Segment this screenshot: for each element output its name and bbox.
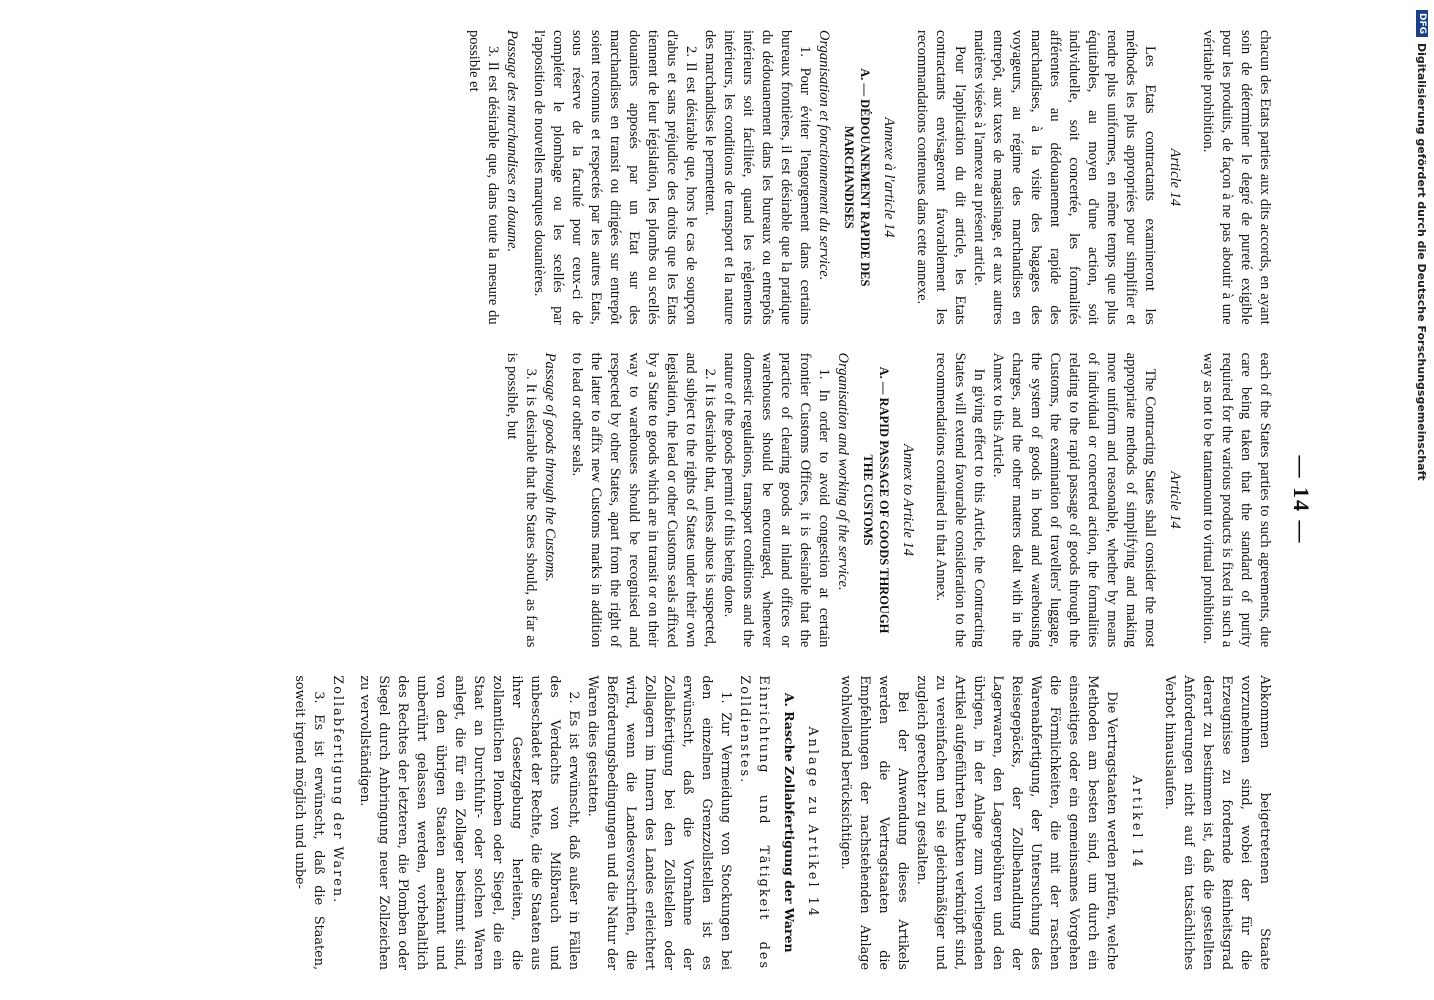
digitization-credit-text: Digitalisierung gefördert durch die Deutsche Forschungsgemeinschaft	[1415, 43, 1429, 481]
french-annex-title: Annexe à l'article 14	[881, 117, 897, 238]
german-passage-heading: Zollabfertigung der Waren.	[330, 675, 345, 905]
english-paragraph-2: 2. It is desirable that, unless abuse is suspected, and subject to the rights of States under their own legislation, the lead or other Customs seals affixed by a State to goods which are in transit or on their way to warehouses should be recognised and respected by other States, apart from the right of the latter to affix new Customs marks in addition to lead or other seals.	[569, 352, 718, 648]
german-article-paragraph-1: Die Vertragstaaten werden prüfen, welche Methoden am besten sind, um durch ein einseitiges oder ein gemeinsames Vorgehen die Förmlichkeiten, die mit der raschen Warenabfertigung, der Untersuchung des Reisegepäcks, der Zollbehandlung der Lagerwaren, den Lagergebühren und den übrigen, in der Anlage zum vorliegenden Artikel aufgeführten Punkten verknüpft sind, zu vereinfachen und sie gleichmäßiger und zugleich gerechter zu gestalten.	[914, 675, 1119, 971]
german-paragraph-2: 2. Es ist erwünscht, daß außer in Fällen des Verdachts von Mißbrauch und unbeschadet der Rechte, die die Staaten aus ihrer Gesetzgebung herleiten, die zollamtlichen Plomben oder Siegel, die ein Staat an Durchfuhr- oder solchen Waren anlegt, die für ein Zollager bestimmt sind, von den übrigen Staaten anerkannt und unberührt gelassen werden, vorbehaltlich des Rechtes der letzteren, die Plomben oder Siegel durch Anbringung neuer Zollzeichen zu vervollständigen.	[357, 675, 581, 971]
french-article-title: Article 14	[1167, 148, 1183, 207]
english-paragraph-1: 1. In order to avoid congestion at certain frontier Customs Offices, it is desirable that the practice of clearing goods at inland offices or warehouses should be encouraged, whenever domestic regulations, transport conditions and the nature of the goods permit of this being done.	[721, 352, 832, 648]
german-paragraph-3: 3. Es ist erwünscht, daß die Staaten, soweit irgend möglich und unbe-	[292, 675, 326, 971]
english-article-paragraph-2: In giving effect to this Article, the Contracting States will extend favourable consideration to the recommendations contained in that Annex.	[933, 352, 987, 648]
digitization-credit	[1410, 0, 1434, 1000]
english-article-paragraph-1: The Contracting States shall consider the most appropriate methods of simplifying and making more uniform and reasonable, whether by means of individual or concerted action, the formalities relating to the rapid passage of goods through the Customs, the examination of travellers' luggage, the system of goods in bond and warehousing charges, and the other matters dealt with in the Annex to this Article.	[990, 352, 1158, 648]
french-passage-heading: Passage des marchandises en douane.	[504, 30, 520, 253]
french-paragraph-1: 1. Pour éviter l'engorgement dans certains bureaux frontières, il est désirable que la pratique du dédouanement dans les bureaux ou entrepôts intérieurs soit facilitée, quand les règlements intérieurs, les conditions de transport et la nature des marchandises le permettent.	[702, 30, 813, 325]
english-article-title: Article 14	[1167, 471, 1183, 529]
german-intro: Abkommen beigetretenen Staate vorzunehmen sind, wobei der für die Erzeugnisse zu fordernde Reinheitsgrad derart zu bestimmen ist, daß die gestellten Anforderungen nicht auf ein tatsächliches Verbot hinauslaufen.	[1162, 675, 1272, 971]
english-intro: each of the States parties to such agreements, due care being taken that the standard of purity required for the various products is fixed in such a way as not to be tantamount to virtual prohibition.	[1200, 352, 1273, 648]
page-number: — 14 —	[1289, 455, 1314, 545]
dfg-logo: DFG	[1416, 10, 1428, 37]
english-annex-subtitle: A. — RAPID PASSAGE OF GOODS THROUGH THE CUSTOMS	[861, 366, 891, 634]
german-organisation-heading: Einrichtung und Tätigkeit des Zolldienstes.	[737, 675, 771, 971]
english-passage-heading: Passage of goods through the Customs.	[542, 352, 558, 582]
french-column	[34, 30, 1274, 325]
french-organisation-heading: Organisation et fonctionnement du service.	[816, 30, 832, 281]
german-paragraph-1: 1. Zur Vermeidung von Stockungen bei den einzelnen Grenzzollstellen ist es erwünscht, daß die Vornahme der Zollabfertigung bei den Zollstellen oder Zollagern im Innern des Landes erleichtert wird, wenn die Landesvorschriften, die Beförderungsbedingungen und die Natur der Waren dies gestatten.	[585, 675, 733, 971]
text-columns	[34, 30, 1274, 970]
english-annex-title: Annex to Article 14	[900, 443, 916, 557]
german-column	[34, 675, 1274, 970]
french-annex-subtitle: A. — DÉDOUANEMENT RAPIDE DES MARCHANDISES	[842, 68, 872, 287]
english-organisation-heading: Organisation and working of the service.	[835, 352, 851, 591]
french-intro: chacun des Etats parties aux dits accords, en ayant soin de déterminer le degré de pureté exigible pour les produits, de façon à ne pas aboutir à une véritable prohibition.	[1200, 30, 1273, 325]
french-paragraph-2: 2. Il est désirable que, hors le cas de soupçon d'abus et sans préjudice des droits que les Etats tiennent de leur législation, les plombs ou scellés douaniers apposés par un Etat sur des marchandises en transit ou dirigées sur entrepôt soient reconnus et respectés par les autres Etats, sous réserve de la faculté pour ceux-ci de compléter le plombage ou les scellés par l'apposition de nouvelles marques douanières.	[531, 30, 699, 325]
german-annex-subtitle: A. Rasche Zollabfertigung der Waren	[782, 692, 797, 953]
german-article-paragraph-2: Bei der Anwendung dieses Artikels werden die Vertragstaaten die Empfehlungen der nachstehenden Anlage wohlwollend berücksichtigen.	[838, 675, 910, 971]
french-article-paragraph-1: Les Etats contractants examineront les méthodes les plus appropriées pour simplifier et rendre plus uniformes, en même temps que plus équitables, au moyen d'une action, soit individuelle, soit concertée, les formalités afférentes au dédouanement rapide des marchandises, à la visite des bagages des voyageurs, au régime des marchandises en entrepôt, aux taxes de magasinage, et aux autres matières visées à l'annexe au présent article.	[971, 30, 1158, 325]
french-article-paragraph-2: Pour l'application du dit article, les Etats contractants envisageront favorablement les recommandations contenues dans cette annexe.	[914, 30, 968, 325]
french-paragraph-3: 3. Il est désirable que, dans toute la mesure du possible et	[466, 30, 501, 325]
english-paragraph-3: 3. It is desirable that the States should, as far as is possible, but	[504, 352, 539, 648]
english-column	[34, 353, 1274, 648]
german-article-title: Artikel 14	[1129, 775, 1144, 870]
german-annex-title: Anlage zu Artikel 14	[805, 726, 820, 919]
